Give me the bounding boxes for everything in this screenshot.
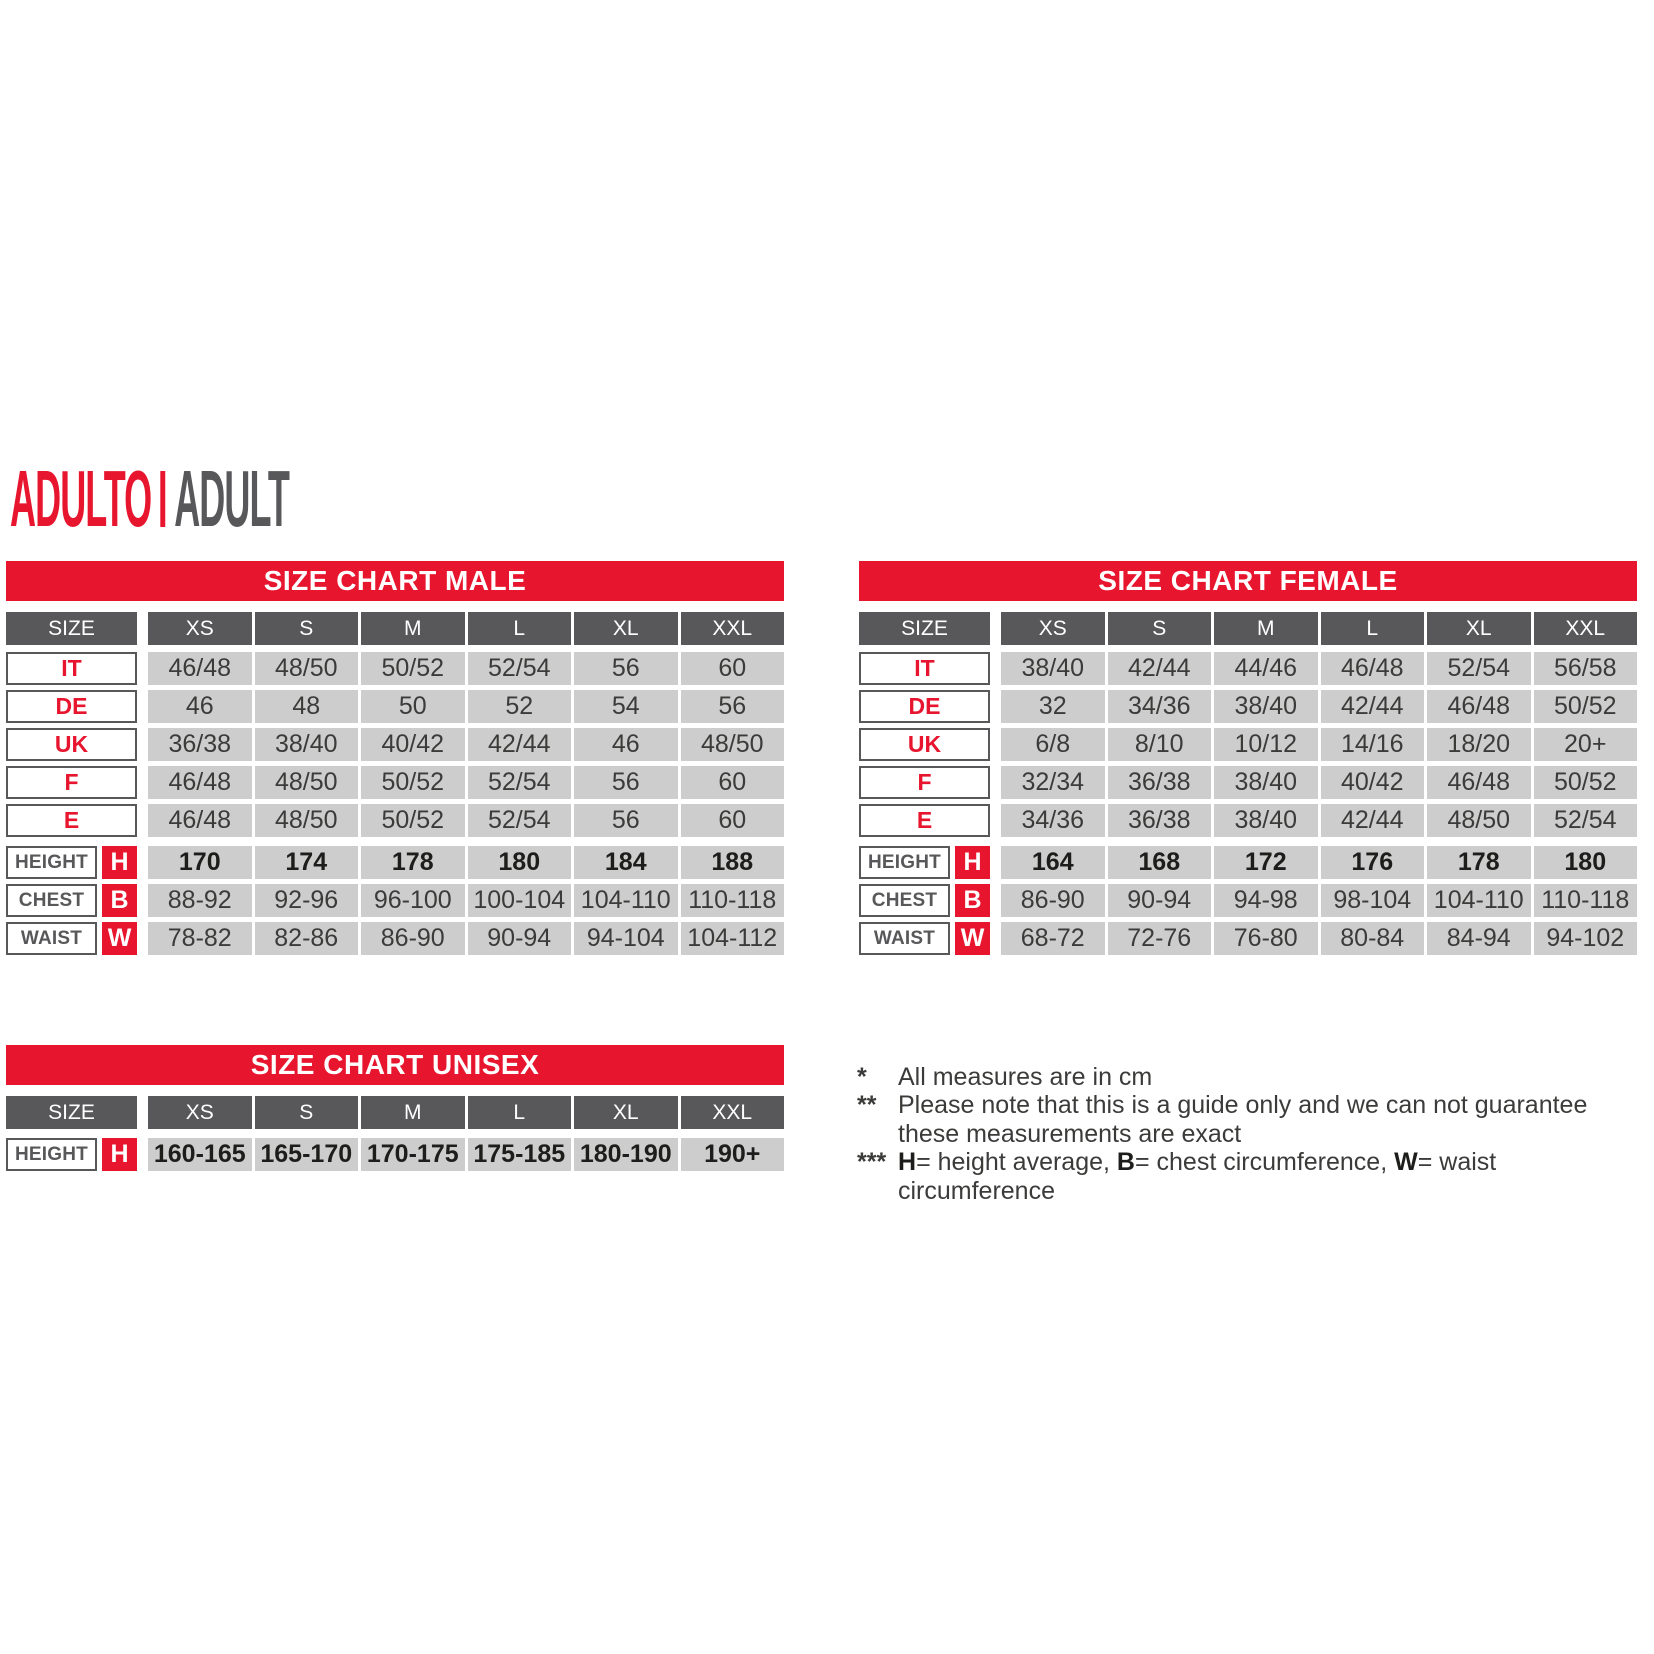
column-header-m: M	[1214, 612, 1318, 645]
column-header-s: S	[1108, 612, 1212, 645]
footnote-marker	[857, 1120, 898, 1148]
cell-de-xl: 46/48	[1427, 690, 1531, 723]
cell-waist-xxl: 104-112	[681, 922, 785, 955]
cell-de-xxl: 56	[681, 690, 785, 723]
cell-e-xxl: 60	[681, 804, 785, 837]
cell-f-m: 50/52	[361, 766, 465, 799]
row-label-cell	[859, 728, 998, 761]
cell-f-xs: 32/34	[1001, 766, 1105, 799]
column-header-m: M	[361, 612, 465, 645]
column-header-xl: XL	[574, 1096, 678, 1129]
footnote-line	[857, 1120, 1654, 1148]
measure-row-chest	[6, 884, 784, 917]
row-label-cell	[859, 766, 998, 799]
cell-uk-l: 14/16	[1321, 728, 1425, 761]
cell-uk-s: 38/40	[255, 728, 359, 761]
row-label-e: E	[6, 804, 137, 837]
cell-e-xl: 56	[574, 804, 678, 837]
cell-chest-s: 92-96	[255, 884, 359, 917]
page-title-secondary: ADULT	[174, 454, 290, 543]
cell-e-xxl: 52/54	[1534, 804, 1638, 837]
cell-height-xs: 164	[1001, 846, 1105, 879]
cell-f-xl: 56	[574, 766, 678, 799]
cell-de-s: 48	[255, 690, 359, 723]
cell-e-xs: 34/36	[1001, 804, 1105, 837]
footnote-line	[857, 1148, 1654, 1205]
cell-waist-l: 90-94	[468, 922, 572, 955]
size-row-f	[859, 766, 1637, 799]
cell-height-xxl: 180	[1534, 846, 1638, 879]
table-title-bar: SIZE CHART UNISEX	[6, 1045, 784, 1085]
measure-letter-w: W	[102, 922, 137, 955]
cell-height-s: 168	[1108, 846, 1212, 879]
cell-it-xs: 46/48	[148, 652, 252, 685]
cell-de-xs: 32	[1001, 690, 1105, 723]
column-header-l: L	[468, 1096, 572, 1129]
cell-it-s: 48/50	[255, 652, 359, 685]
cell-height-m: 178	[361, 846, 465, 879]
measure-letter-h: H	[102, 846, 137, 879]
cell-it-s: 42/44	[1108, 652, 1212, 685]
measure-letter-h: H	[102, 1138, 137, 1171]
footnote-marker: **	[857, 1091, 877, 1120]
measure-row-height	[859, 846, 1637, 879]
measure-label-height: HEIGHT	[6, 846, 97, 879]
cell-waist-m: 76-80	[1214, 922, 1318, 955]
cell-f-s: 36/38	[1108, 766, 1212, 799]
cell-height-m: 172	[1214, 846, 1318, 879]
cell-f-xs: 46/48	[148, 766, 252, 799]
cell-uk-xxl: 48/50	[681, 728, 785, 761]
cell-waist-l: 80-84	[1321, 922, 1425, 955]
cell-chest-xxl: 110-118	[681, 884, 785, 917]
row-label-it: IT	[859, 652, 990, 685]
cell-it-m: 44/46	[1214, 652, 1318, 685]
footnote-marker: ***	[857, 1148, 887, 1177]
cell-de-s: 34/36	[1108, 690, 1212, 723]
cell-height-xxl: 190+	[681, 1138, 785, 1171]
column-header-xl: XL	[1427, 612, 1531, 645]
cell-chest-xl: 104-110	[574, 884, 678, 917]
size-chart-male-table	[6, 561, 784, 960]
measure-label-chest: CHEST	[6, 884, 97, 917]
cell-chest-m: 96-100	[361, 884, 465, 917]
column-header-xs: XS	[1001, 612, 1105, 645]
cell-f-xxl: 50/52	[1534, 766, 1638, 799]
cell-it-l: 52/54	[468, 652, 572, 685]
cell-uk-m: 10/12	[1214, 728, 1318, 761]
cell-de-xs: 46	[148, 690, 252, 723]
cell-f-xl: 46/48	[1427, 766, 1531, 799]
footnote-text: these measurements are exact	[898, 1119, 1242, 1148]
measure-row-waist	[859, 922, 1637, 955]
size-header-row	[6, 612, 784, 645]
cell-height-xs: 170	[148, 846, 252, 879]
cell-e-l: 52/54	[468, 804, 572, 837]
measure-label-waist: WAIST	[6, 922, 97, 955]
measure-letter-b: B	[102, 884, 137, 917]
cell-height-l: 176	[1321, 846, 1425, 879]
column-header-s: S	[255, 1096, 359, 1129]
cell-height-l: 180	[468, 846, 572, 879]
cell-chest-xl: 104-110	[1427, 884, 1531, 917]
cell-height-m: 170-175	[361, 1138, 465, 1171]
cell-e-m: 38/40	[1214, 804, 1318, 837]
cell-de-xl: 54	[574, 690, 678, 723]
cell-it-xxl: 60	[681, 652, 785, 685]
measure-label-chest: CHEST	[859, 884, 950, 917]
cell-height-xl: 178	[1427, 846, 1531, 879]
cell-e-s: 48/50	[255, 804, 359, 837]
cell-f-l: 40/42	[1321, 766, 1425, 799]
cell-waist-xs: 68-72	[1001, 922, 1105, 955]
measure-label-cell	[859, 884, 998, 917]
cell-f-xxl: 60	[681, 766, 785, 799]
size-row-e	[6, 804, 784, 837]
cell-it-xxl: 56/58	[1534, 652, 1638, 685]
measure-label-cell	[859, 922, 998, 955]
row-label-cell	[6, 652, 145, 685]
table-title-bar: SIZE CHART FEMALE	[859, 561, 1637, 601]
cell-height-xl: 180-190	[574, 1138, 678, 1171]
cell-chest-xs: 88-92	[148, 884, 252, 917]
footnotes	[857, 1063, 1654, 1205]
measure-letter-h: H	[955, 846, 990, 879]
measure-label-cell	[6, 922, 145, 955]
cell-f-m: 38/40	[1214, 766, 1318, 799]
cell-de-m: 38/40	[1214, 690, 1318, 723]
measure-label-cell	[859, 846, 998, 879]
cell-uk-l: 42/44	[468, 728, 572, 761]
cell-chest-l: 98-104	[1321, 884, 1425, 917]
cell-f-l: 52/54	[468, 766, 572, 799]
measure-block	[6, 846, 784, 955]
cell-uk-m: 40/42	[361, 728, 465, 761]
footnote-text: Please note that this is a guide only and we can not guarantee	[898, 1091, 1588, 1120]
measure-letter-b: B	[955, 884, 990, 917]
row-label-cell	[6, 804, 145, 837]
row-label-e: E	[859, 804, 990, 837]
cell-chest-xxl: 110-118	[1534, 884, 1638, 917]
size-header-label-cell	[859, 612, 998, 645]
cell-uk-xl: 18/20	[1427, 728, 1531, 761]
cell-chest-m: 94-98	[1214, 884, 1318, 917]
cell-uk-xs: 36/38	[148, 728, 252, 761]
size-row-e	[859, 804, 1637, 837]
cell-it-xl: 52/54	[1427, 652, 1531, 685]
column-header-xxl: XXL	[1534, 612, 1638, 645]
table-title-bar: SIZE CHART MALE	[6, 561, 784, 601]
cell-waist-m: 86-90	[361, 922, 465, 955]
cell-de-xxl: 50/52	[1534, 690, 1638, 723]
size-chart-female-table	[859, 561, 1637, 960]
cell-e-xs: 46/48	[148, 804, 252, 837]
measure-row-chest	[859, 884, 1637, 917]
cell-it-xl: 56	[574, 652, 678, 685]
cell-height-s: 165-170	[255, 1138, 359, 1171]
cell-height-xl: 184	[574, 846, 678, 879]
size-header-label: SIZE	[859, 612, 990, 645]
measure-label-cell	[6, 1138, 145, 1171]
row-label-cell	[859, 652, 998, 685]
cell-de-l: 42/44	[1321, 690, 1425, 723]
cell-uk-xs: 6/8	[1001, 728, 1105, 761]
size-row-uk	[859, 728, 1637, 761]
column-header-l: L	[1321, 612, 1425, 645]
row-label-it: IT	[6, 652, 137, 685]
cell-height-xxl: 188	[681, 846, 785, 879]
footnote-bold-term: W	[1394, 1148, 1418, 1177]
cell-uk-xxl: 20+	[1534, 728, 1638, 761]
cell-waist-xxl: 94-102	[1534, 922, 1638, 955]
footnote-text: H= height average, B= chest circumference, W= waist circumference	[898, 1148, 1497, 1205]
column-header-xs: XS	[148, 1096, 252, 1129]
cell-waist-xl: 94-104	[574, 922, 678, 955]
column-header-l: L	[468, 612, 572, 645]
column-header-xs: XS	[148, 612, 252, 645]
footnote-line	[857, 1063, 1654, 1091]
column-header-m: M	[361, 1096, 465, 1129]
column-header-xxl: XXL	[681, 612, 785, 645]
row-label-cell	[6, 766, 145, 799]
cell-waist-xl: 84-94	[1427, 922, 1531, 955]
row-label-de: DE	[859, 690, 990, 723]
cell-it-m: 50/52	[361, 652, 465, 685]
row-label-uk: UK	[859, 728, 990, 761]
measure-label-height: HEIGHT	[6, 1138, 97, 1171]
cell-height-s: 174	[255, 846, 359, 879]
row-label-cell	[6, 728, 145, 761]
footnote-bold-term: H	[898, 1148, 917, 1177]
measure-label-cell	[6, 884, 145, 917]
measure-row-waist	[6, 922, 784, 955]
size-header-row	[6, 1096, 784, 1129]
size-row-de	[859, 690, 1637, 723]
measure-label-height: HEIGHT	[859, 846, 950, 879]
size-row-de	[6, 690, 784, 723]
measure-label-cell	[6, 846, 145, 879]
cell-uk-xl: 46	[574, 728, 678, 761]
cell-chest-l: 100-104	[468, 884, 572, 917]
size-row-f	[6, 766, 784, 799]
column-header-xxl: XXL	[681, 1096, 785, 1129]
cell-e-l: 42/44	[1321, 804, 1425, 837]
footnote-marker: *	[857, 1063, 867, 1091]
row-label-cell	[859, 804, 998, 837]
cell-it-xs: 38/40	[1001, 652, 1105, 685]
row-label-f: F	[6, 766, 137, 799]
size-header-row	[859, 612, 1637, 645]
size-header-label: SIZE	[6, 1096, 137, 1129]
cell-chest-xs: 86-90	[1001, 884, 1105, 917]
column-header-xl: XL	[574, 612, 678, 645]
size-header-label-cell	[6, 612, 145, 645]
cell-f-s: 48/50	[255, 766, 359, 799]
cell-chest-s: 90-94	[1108, 884, 1212, 917]
row-label-cell	[859, 690, 998, 723]
column-header-s: S	[255, 612, 359, 645]
cell-waist-s: 72-76	[1108, 922, 1212, 955]
cell-de-l: 52	[468, 690, 572, 723]
cell-e-s: 36/38	[1108, 804, 1212, 837]
cell-waist-xs: 78-82	[148, 922, 252, 955]
title-separator-bar	[160, 471, 165, 527]
size-row-it	[6, 652, 784, 685]
measure-block	[6, 1138, 784, 1171]
footnote-bold-term: B	[1116, 1148, 1135, 1177]
size-header-label: SIZE	[6, 612, 137, 645]
size-header-label-cell	[6, 1096, 145, 1129]
cell-e-m: 50/52	[361, 804, 465, 837]
size-chart-unisex-table	[6, 1045, 784, 1176]
measure-row-height	[6, 1138, 784, 1171]
cell-de-m: 50	[361, 690, 465, 723]
row-label-cell	[6, 690, 145, 723]
cell-height-xs: 160-165	[148, 1138, 252, 1171]
row-label-uk: UK	[6, 728, 137, 761]
measure-label-waist: WAIST	[859, 922, 950, 955]
measure-letter-w: W	[955, 922, 990, 955]
footnote-line	[857, 1091, 1654, 1119]
row-label-f: F	[859, 766, 990, 799]
page-title	[10, 454, 290, 543]
measure-block	[859, 846, 1637, 955]
cell-uk-s: 8/10	[1108, 728, 1212, 761]
cell-e-xl: 48/50	[1427, 804, 1531, 837]
cell-height-l: 175-185	[468, 1138, 572, 1171]
row-label-de: DE	[6, 690, 137, 723]
size-row-it	[859, 652, 1637, 685]
footnote-text: All measures are in cm	[898, 1063, 1153, 1091]
measure-row-height	[6, 846, 784, 879]
size-row-uk	[6, 728, 784, 761]
page-title-primary: ADULTO	[10, 454, 152, 543]
cell-it-l: 46/48	[1321, 652, 1425, 685]
cell-waist-s: 82-86	[255, 922, 359, 955]
